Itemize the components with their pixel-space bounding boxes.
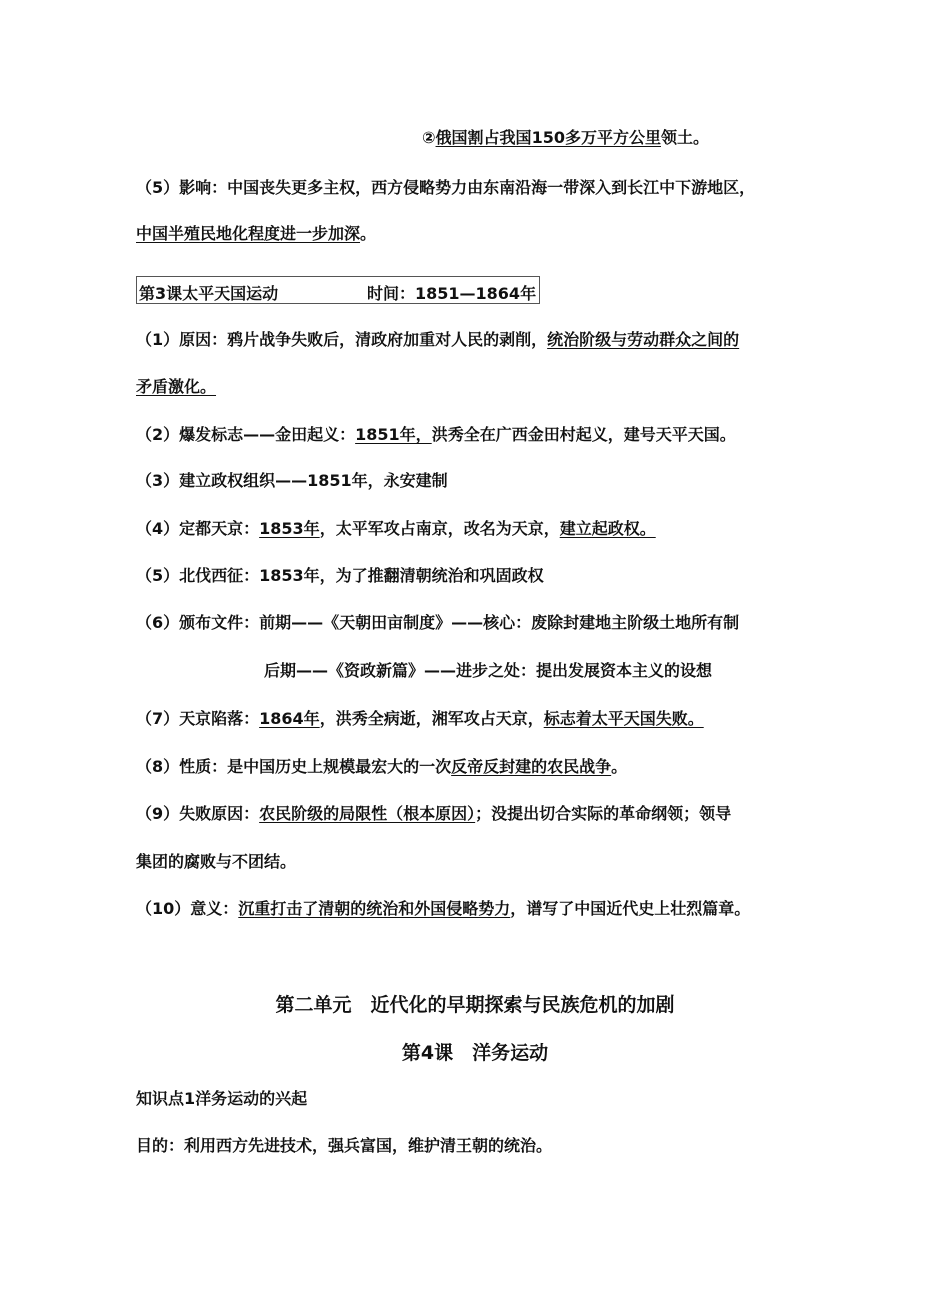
cession-area: 150多万平方公里	[531, 128, 661, 147]
capital-text: ，太平军攻占南京，改名为天京，	[319, 519, 560, 538]
cession-end: 领土。	[660, 128, 709, 147]
capital-underlined: 建立起政权。	[559, 519, 656, 538]
significance-underlined: 沉重打击了清朝的统治和外国侵略势力	[238, 899, 511, 918]
documents-line	[136, 613, 739, 633]
expedition-text: （5）北伐西征：1853年，为了推翻清朝统治和巩固政权	[136, 566, 544, 585]
nature-underlined: 反帝反封建的农民战争	[451, 757, 612, 776]
cause-text: （1）原因：鸦片战争失败后，清政府加重对人民的剥削，	[136, 330, 548, 349]
impact-text: （5）影响：中国丧失更多主权，西方侵略势力由东南沿海一带深入到长江中下游地区，	[136, 178, 756, 197]
purpose-line: 目的：利用西方先进技术，强兵富国，维护清王朝的统治。	[136, 1136, 553, 1155]
regime-text: （3）建立政权组织——1851年，永安建制	[136, 471, 448, 490]
nature-line	[136, 757, 627, 777]
capital-label: （4）定都天京：	[136, 519, 260, 538]
documents-line-2	[264, 661, 712, 681]
fall-label: （7）天京陷落：	[136, 709, 260, 728]
significance-text: ，谱写了中国近代史上壮烈篇章。	[510, 899, 751, 918]
failure-text: ；没提出切合实际的革命纲领；领导	[475, 804, 732, 823]
impact-underlined: 中国半殖民地化程度进一步加深	[136, 224, 361, 243]
fall-text: ，洪秀全病逝，湘军攻占天京，	[319, 709, 544, 728]
significance-label: （10）意义：	[136, 899, 239, 918]
cause-line	[136, 330, 739, 350]
failure-label: （9）失败原因：	[136, 804, 260, 823]
nature-text: （8）性质：是中国历史上规模最宏大的一次	[136, 757, 452, 776]
outbreak-year: 1851年，	[355, 425, 432, 444]
nature-end: 。	[611, 757, 628, 776]
impact-period: 。	[360, 224, 377, 243]
lesson-4-heading: 第4课 洋务运动	[401, 1042, 549, 1064]
outbreak-text: 洪秀全在广西金田村起义，建号天平天国。	[431, 425, 736, 444]
regime-line	[136, 471, 448, 491]
capital-line	[136, 519, 656, 539]
impact-line-2	[136, 224, 376, 244]
cause-underlined-2: 矛盾激化。	[136, 377, 217, 396]
outbreak-label: （2）爆发标志——金田起义：	[136, 425, 356, 444]
outbreak-line	[136, 425, 736, 445]
cession-line	[422, 128, 709, 148]
fall-underlined: 标志着太平天国失败。	[543, 709, 704, 728]
cause-underlined: 统治阶级与劳动群众之间的	[547, 330, 740, 349]
lesson-3-time: 时间：1851—1864年	[367, 284, 537, 303]
failure-line-2	[136, 852, 296, 872]
circled-two: ②	[422, 128, 436, 147]
lesson-3-title-box	[136, 276, 540, 304]
expedition-line	[136, 566, 544, 586]
fall-line	[136, 709, 704, 729]
lesson-3-title: 第3课太平天国运动	[139, 284, 279, 303]
failure-underlined: 农民阶级的局限性（根本原因）	[259, 804, 476, 823]
unit-heading: 第二单元 近代化的早期探索与民族危机的加剧	[275, 994, 675, 1016]
capital-year: 1853年	[259, 519, 320, 538]
failure-text-2: 集团的腐败与不团结。	[136, 852, 297, 871]
documents-text: （6）颁布文件：前期——《天朝田亩制度》——核心：废除封建地主阶级土地所有制	[136, 613, 740, 632]
impact-line	[136, 178, 755, 198]
fall-year: 1864年	[259, 709, 320, 728]
failure-line	[136, 804, 731, 824]
documents-text-2: 后期——《资政新篇》——进步之处：提出发展资本主义的设想	[264, 661, 713, 680]
significance-line	[136, 899, 750, 919]
knowledge-point: 知识点1洋务运动的兴起	[136, 1089, 308, 1108]
cession-text: 俄国割占我国	[435, 128, 532, 147]
cause-line-2	[136, 377, 216, 397]
